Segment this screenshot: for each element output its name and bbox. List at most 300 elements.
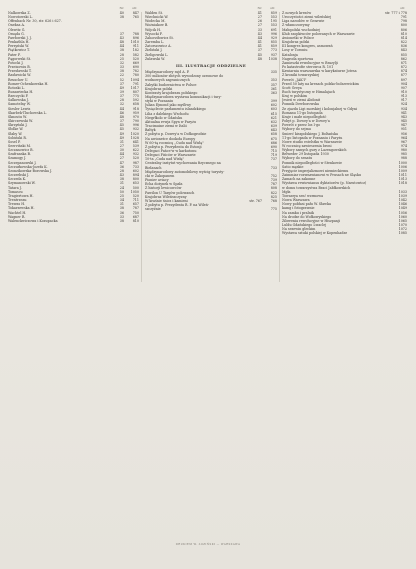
entry-title: Scott Greya: [282, 85, 302, 90]
entry-page-number: 582: [132, 52, 139, 57]
header-page-label: str.: [400, 6, 405, 10]
entry-page-number: 715: [270, 149, 277, 153]
entry-page-number: 836: [400, 44, 407, 49]
entry-page-number: 1042: [398, 198, 407, 203]
entry-page-number: 1006: [398, 164, 407, 169]
entry-title: Powrót z przez los I-go: [282, 123, 321, 128]
entry-page-number: 964: [400, 135, 407, 140]
entry-title: Satio męskie: [282, 164, 304, 169]
entry-title: Trewas H.: [8, 202, 26, 207]
entry-title: Pomnik niepodległości w Stenkowie: [282, 160, 342, 165]
entry-title: Tysiąclecie parlamentu islandzkiego: [145, 107, 206, 112]
entry-issue-number: 38: [119, 206, 124, 211]
entry-issue-number: 26: [257, 19, 262, 24]
entry-title: Słolke W.: [8, 127, 24, 132]
entry-issue-number: 32: [119, 102, 124, 107]
entry-title: Powrót „JAK'I": [282, 77, 307, 82]
column-divider: [279, 12, 280, 282]
entry-page-number: 847: [132, 11, 139, 15]
entry-title: cki w Zakopanem: [145, 173, 175, 178]
entry-page-number: 798: [400, 19, 407, 24]
entry-issue-number: 34: [119, 198, 124, 203]
entry-title: Zaremba L.: [145, 40, 165, 45]
entry-title: Uroczystości ziemi wileńskiej: [282, 15, 332, 20]
entry-issue-number: 45: [119, 127, 124, 132]
entry-page-number: 996: [132, 123, 139, 128]
entry-issue-number: 38: [119, 177, 124, 182]
entry-issue-number: 44: [119, 44, 124, 49]
entry-title: Klub szopkiwców polowanych w Warszawie: [282, 31, 355, 36]
entry-issue-number: 31: [119, 202, 124, 207]
entry-issue-number: 39: [119, 89, 124, 94]
entry-title: Z pobytu p. Pezrydenta do Estonji: [145, 144, 202, 149]
entry-page-number: 947: [400, 123, 407, 128]
entry-page-number: 1065: [398, 218, 407, 223]
entry-title: Pater F.: [8, 52, 21, 57]
entry-title: Zamieszki rewolucyjne w Brazylji: [282, 60, 338, 65]
entry-page-number: str. 777 i 778: [384, 11, 407, 15]
entry-issue-number: 43: [257, 31, 262, 36]
entry-title: 11-go listopada w Poznaniu i Paryżu: [282, 135, 343, 140]
entry-page-number: 335: [270, 70, 277, 75]
entry-page-number: 787: [132, 206, 139, 211]
entry-page-number: 859: [270, 44, 277, 49]
entry-title: Losy w Toroniu: [282, 48, 308, 53]
entry-title: Liga narodów w Genewie: [282, 19, 325, 24]
entry-page-number: 691: [270, 27, 277, 32]
entry-page-number: 790: [132, 119, 139, 124]
entry-title: Tracimuine ziemi w Italii: [145, 124, 187, 129]
entry-page-number: 780: [132, 73, 139, 78]
entry-title: Na drodze do Wołkowyskiego: [282, 214, 332, 219]
entries-list: [145, 70, 277, 211]
entry-page-number: 1094: [130, 77, 139, 82]
entry-title: Zieliński J.: [145, 48, 163, 53]
header-page-label: str.: [132, 6, 137, 10]
entry-title: Olewitz G.: [8, 27, 26, 32]
entry-page-number: 615: [270, 111, 277, 116]
entry-page-number: 1017: [130, 85, 139, 90]
entry-page-number: 985: [400, 152, 407, 157]
entry-title: Zabytki budownictwa w Polsce: [145, 82, 197, 87]
entry-page-number: 1018: [398, 181, 407, 186]
entry-title: Wybory samych gury z Lazengowskich: [282, 148, 347, 153]
entry-issue-number: 38: [119, 48, 124, 53]
entry-page-number: 182: [132, 48, 139, 53]
entry-issue-number: 36: [119, 164, 124, 169]
entry-page-number: 970: [132, 114, 139, 119]
entry-page-number: 862: [400, 56, 407, 61]
entry-title: Tomascu: [8, 189, 23, 194]
entry-issue-number: 27: [257, 15, 262, 20]
entry-page-number: 929: [270, 35, 277, 40]
entry-title: Tokarzewska H.: [8, 206, 35, 211]
entry-title: Z nowych kresów: [282, 11, 312, 15]
entry-page-number: 874: [400, 69, 407, 74]
entry-title: Nowotowski L.: [8, 15, 33, 20]
entry-title: w domu towarzystwa Braci Jabłkowskich: [282, 185, 351, 190]
entry-issue-number: 38: [119, 218, 124, 223]
entries-list: [145, 11, 277, 61]
entry-page-number: 956: [400, 131, 407, 136]
entry-page-number: 686: [270, 140, 277, 145]
entry-page-number: 951: [400, 127, 407, 132]
entry-page-number: 773: [270, 48, 277, 53]
entry-issue-number: 31: [119, 181, 124, 186]
entry-page-number: 872: [400, 65, 407, 70]
entry-title: Szczerbski J.: [8, 173, 30, 178]
entry-page-number: 913: [400, 94, 407, 99]
entry-issue-number: 48: [119, 40, 124, 45]
entry-issue-number: 37: [119, 94, 124, 99]
entry-page-number: 602: [132, 168, 139, 173]
entry-title: Na sezewin gleckim: [282, 227, 316, 232]
entry-title: Oneksa A.: [8, 23, 25, 28]
entry-page-number: 822: [400, 40, 407, 45]
entry-page-number: 907: [400, 85, 407, 90]
entry-page-number: 750: [132, 210, 139, 215]
entry-page-number: 520: [132, 156, 139, 161]
entry-page-number: 1028: [130, 135, 139, 140]
entry-title: III kongres kongres, asmowań: [282, 44, 333, 49]
entry-title: Międzynarodowy rajd A. P.: [145, 70, 190, 75]
index-entry: [282, 231, 407, 235]
entry-page-number: 669: [132, 60, 139, 65]
entry-page-number: 733: [132, 164, 139, 169]
entry-title: Wodecka M.: [145, 19, 166, 24]
entry-title: Pobyt p. Dowey'a w Dowey'a: [282, 119, 330, 124]
entry-page-number: 711: [132, 198, 139, 203]
entry-page-number: 791: [132, 81, 139, 86]
entry-issue-number: 49: [119, 85, 124, 90]
entry-title: Krajobraz polski: [282, 40, 310, 45]
entry-issue-number: 37: [257, 48, 262, 53]
index-column-middle: [145, 6, 277, 211]
entry-title: Romer-Ochenkowska H.: [8, 81, 49, 86]
entry-page-number: 1046: [398, 202, 407, 207]
entry-title: Jesień w ziemi Abdonit: [282, 98, 321, 103]
entry-page-number: 1049: [398, 206, 407, 211]
entry-page-number: 871: [400, 60, 407, 65]
entry-title: Szafranska B.: [8, 152, 32, 157]
entry-title: Z kroniki towarzyskiej: [282, 73, 320, 78]
entry-page-number: 592: [132, 98, 139, 103]
entry-title: Wystawa rewiowiansu dyktatorów (p. Narutowicz): [282, 181, 367, 186]
entry-title: Sosel P.: [8, 139, 21, 144]
entry-title: Żuławski W.: [145, 56, 165, 61]
entry-issue-number: 27: [119, 156, 124, 161]
entry-title: Z włamczowymy: [282, 23, 310, 28]
entry-issue-number: 38: [119, 15, 124, 20]
entry-issue-number: 45: [257, 52, 262, 57]
entry-title: Skrzyński J.: [8, 123, 28, 128]
entry-title: Siesler Lewis: [8, 106, 31, 111]
entry-title: Szczepanowski J.: [8, 160, 37, 165]
entry-issue-number: 28: [119, 52, 124, 57]
entry-page-number: 733: [270, 165, 277, 170]
entry-title: Wybory do senatu: [282, 156, 313, 161]
entry-title: Piątkowicz T.: [8, 48, 30, 53]
entry-title: Niegrłkolo w Gdańsku: [145, 115, 183, 120]
entry-title: Reuscher U.: [8, 77, 29, 82]
entry-page-number: 621: [270, 115, 277, 120]
entry-page-number: 974: [400, 144, 407, 148]
entry-issue-number: 37: [119, 31, 124, 36]
entry-page-number: 855: [270, 40, 277, 45]
entry-page-number: 904: [400, 81, 407, 86]
entries-list: [282, 11, 407, 235]
entry-title: Rotoski L.: [8, 85, 25, 90]
entry-page-number: 924: [400, 102, 407, 107]
entry-title: Pionier aviacy: [145, 178, 169, 183]
entry-page-number: 602: [270, 103, 277, 108]
entry-title: Sobiński R.: [8, 135, 27, 140]
entry-page-number: 810: [132, 218, 139, 223]
entry-page-number: 775: [132, 94, 139, 99]
entry-page-number: 894: [132, 173, 139, 178]
entry-page-number: 941: [400, 110, 407, 115]
entry-page-number: 399: [270, 99, 277, 104]
entry-title: Echa dożynek w Spała: [145, 182, 183, 187]
entry-page-number: 810: [400, 31, 407, 36]
entry-page-number: 1050: [130, 189, 139, 194]
entry-page-number: 361: [270, 86, 277, 91]
entry-issue-number: 28: [119, 98, 124, 103]
index-column-right: [282, 6, 407, 235]
entry-page-number: 918: [132, 106, 139, 111]
entry-title: Nagroda sportowa: [282, 56, 314, 61]
entry-page-number: 675: [270, 136, 277, 141]
entry-title: Międzynarodowy automobilowy wyścig turysty-: [145, 169, 225, 174]
entry-title: Przesławski T.: [8, 69, 32, 74]
entry-page-number: 1085: [398, 231, 407, 236]
entry-page-number: 959: [132, 110, 139, 115]
entry-title: Katalonja: [282, 52, 298, 57]
entry-title: Lublu Gdańskiego Lwaclej: [282, 222, 327, 227]
entry-page-number: 553: [270, 15, 277, 20]
entry-title: Nowe studio estelstku w Warszawie: [282, 139, 342, 144]
entry-title: Julian Ejmond jako myśliwy: [145, 103, 192, 108]
entry-page-number: 800: [400, 23, 407, 28]
entry-title: kamg i fotograwnie: [282, 206, 315, 211]
entry-page-number: 737: [270, 157, 277, 162]
entry-page-number: 653: [132, 181, 139, 186]
entry-title: Towarzya sen! wzrmowa: [282, 193, 324, 198]
entry-page-number: 765: [132, 15, 139, 20]
column-header: [282, 6, 407, 10]
entry-title: Bałtyk: [145, 128, 156, 133]
entry-title: Delegaci Pańce'w w karkutonu: [145, 149, 197, 153]
entry-issue-number: 38: [119, 69, 124, 74]
entry-title: Zamach na zakonne: [282, 177, 316, 182]
entry-title: Zieligowski L.: [145, 52, 169, 57]
section-title: III. ILUSTRACJE ODDZIELNE: [175, 62, 247, 68]
entry-page-number: 657: [132, 202, 139, 207]
entry-page-number: 788: [132, 31, 139, 36]
entry-title: Rzeczycki F.: [8, 94, 29, 99]
entry-issue-number: str. 767: [249, 198, 262, 203]
entry-issue-number: 33: [119, 214, 124, 219]
entry-title: Wachtel H.: [8, 210, 27, 215]
entry-page-number: 855: [400, 52, 407, 57]
entry-issue-number: 22: [119, 73, 124, 78]
entry-issue-number: 50: [119, 189, 124, 194]
entry-page-number: 775: [270, 207, 277, 212]
entry-title: Sknoutu W.: [8, 114, 27, 119]
entry-title: Przed 50 laty na kresach polsko-bolszewickim: [282, 81, 359, 86]
entry-title: Tragiertowa H.: [8, 193, 34, 198]
entry-page-number: 687: [132, 214, 139, 219]
entry-page-number: 353: [270, 78, 277, 83]
entry-page-number: 1056: [398, 210, 407, 215]
entry-title: Kawiarnia warszawska w karykaturze Jotesa: [282, 69, 357, 74]
entry-title: Z pobytu p. Prezydenta R. P. na Wileń-: [145, 203, 209, 208]
entry-page-number: 752: [270, 173, 277, 178]
entry-title: Awionetki w Polsce: [282, 35, 315, 40]
entry-issue-number: 41: [257, 44, 262, 49]
entry-page-number: 937: [270, 52, 277, 57]
entry-page-number: 1038: [268, 56, 277, 61]
entry-page-number: 782: [132, 69, 139, 74]
entry-title: Ossęda G.: [8, 31, 25, 36]
entry-page-number: 1000: [398, 160, 407, 165]
entry-title: Wagner R.: [8, 214, 26, 219]
entry-title: Po katastrofie sterowca R. 101: [282, 65, 334, 70]
entry-page-number: 690: [132, 65, 139, 70]
entry-title: Skarbek-Tluchowska L.: [8, 110, 47, 115]
column-header: [145, 6, 277, 10]
entry-title: Ruch turystyczny w Himalajach: [282, 89, 335, 94]
entry-title: Nalkowska Z.: [8, 11, 31, 15]
entry-title: Wiechnicki W.: [145, 15, 169, 20]
entry-page-number: 980: [400, 148, 407, 153]
entry-title: styki w Poznaniu: [145, 99, 174, 104]
entry-issue-number: 40: [119, 11, 124, 15]
entry-title: 10-ta „Cuda nad Wisłą": [145, 157, 185, 162]
entry-issue-number: 28: [119, 168, 124, 173]
entry-page-number: 1070: [398, 222, 407, 227]
entry-page-number: 1039: [398, 193, 407, 198]
entry-title: Seerviński M.: [8, 144, 31, 148]
header-number-label: Nr.: [257, 6, 263, 10]
entry-page-number: 603: [270, 107, 277, 112]
entry-issue-number: 32: [119, 60, 124, 65]
entry-title: Walden St.: [145, 11, 163, 15]
entry-page-number: 719: [270, 153, 277, 158]
entry-page-number: 739: [270, 178, 277, 183]
entry-title: Krajobraz polski: [145, 86, 173, 91]
entry-page-number: 643: [270, 128, 277, 133]
entry-page-number: 896: [132, 35, 139, 40]
entry-title: Nowy pobłasi pału W. Sławka: [282, 202, 331, 207]
entry-issue-number: 31: [119, 139, 124, 144]
entry-page-number: 357: [270, 82, 277, 87]
entry-page-number: 987: [132, 160, 139, 165]
entry-page-number: 641: [132, 139, 139, 144]
entry-title: Ze zjazdu Ligi morskiej i kolonjalnej w Gdyni: [282, 106, 358, 111]
entry-issue-number: 48: [119, 114, 124, 119]
entry-title: Tatara J.: [8, 185, 22, 190]
entry-title: W rocznicę zawieszenia broni: [282, 144, 332, 148]
entry-issue-number: 48: [257, 56, 262, 61]
entry-page-number: 520: [132, 193, 139, 198]
entry-title: Zaimmiar rozwnawianowi w Prusach ne Śląsku: [282, 173, 361, 178]
entry-title: Przyjęcie imperjalizmowi niemieckiemu: [282, 168, 349, 173]
entry-title: Szczanowicz B.: [8, 148, 34, 153]
entry-issue-number: 27: [257, 23, 262, 28]
entry-title: Lilia z dalekiego Wschodu: [145, 111, 189, 116]
entry-title: Wystawa sztuki polskiej w Kopenhadze: [282, 231, 348, 236]
entry-title: Zatorszowicz A.: [145, 44, 172, 49]
entry-title: Słaby W.: [8, 131, 23, 136]
entry-page-number: 658: [270, 132, 277, 137]
entry-title: Potocki J.: [8, 60, 24, 65]
entry-page-number: 822: [270, 190, 277, 195]
entry-page-number: 996: [270, 31, 277, 36]
entry-page-number: 632: [270, 119, 277, 124]
entry-page-number: 1020: [130, 131, 139, 136]
header-number-label: Nr.: [119, 6, 125, 10]
entry-page-number: 897: [400, 77, 407, 82]
entry-title: Trentrzeau: [8, 198, 27, 203]
entry-page-number: 932: [132, 152, 139, 157]
entry-title: Salkowska J.: [8, 98, 29, 103]
entry-page-number: 1011: [398, 173, 407, 178]
entry-title: Centralny instytut wychowania fizycznego na: [145, 161, 221, 166]
entry-page-number: 800: [132, 177, 139, 182]
entry-page-number: 943: [400, 114, 407, 119]
entry-title: Rasławicki W.: [8, 73, 31, 78]
entry-page-number: 787: [270, 182, 277, 187]
entry-title: Kraj w polskim: [282, 94, 307, 99]
entry-page-number: 806: [400, 27, 407, 32]
column-divider: [141, 12, 142, 282]
entry-page-number: 1072: [398, 227, 407, 232]
entry-issue-number: 41: [257, 40, 262, 45]
entry-page-number: 945: [400, 119, 407, 124]
entry-title: Belweder 29 listopada 1930: [282, 152, 329, 157]
entry-title: Pawłowski J. J.: [8, 35, 32, 40]
entry-title: Delegaci Fińców w Warszawie: [145, 153, 196, 158]
entry-title: Bielanach: [145, 165, 162, 170]
entry-issue-number: 44: [119, 152, 124, 157]
entry-page-number: 658: [132, 102, 139, 107]
entry-title: Perzyński W.: [8, 44, 29, 49]
entry-page-number: 553: [270, 23, 277, 28]
entry-title: Pomnik Dewborowska: [282, 102, 319, 107]
entry-title: Śmierć kiszpolskiego J. Boltańska: [282, 131, 339, 136]
index-column-left: [8, 6, 139, 223]
entry-page-number: 363: [270, 90, 277, 95]
entry-issue-number: 44: [257, 35, 262, 40]
entry-issue-number: 52: [119, 77, 124, 82]
entry-page-number: 843: [400, 48, 407, 53]
entry-title: Przeisowiu B.: [8, 65, 31, 70]
entry-issue-number: 43: [119, 35, 124, 40]
entry-issue-number: 30: [119, 148, 124, 153]
entry-title: Krajobraz Wileńszczyzny: [145, 194, 187, 199]
entry-page-number: 877: [400, 73, 407, 78]
entry-page-number: 911: [132, 44, 139, 49]
index-entry: [145, 207, 277, 211]
entry-title: Penkathla H.: [8, 40, 30, 45]
entry-title: Z pobytu p. Dowey'a w Dołkogrodzie: [145, 132, 207, 137]
entry-title: Wysocki F.: [145, 31, 163, 36]
entry-title: Międzynarodowa wystawa komunikacji i tury-: [145, 94, 222, 99]
entries-list: [8, 11, 139, 223]
entry-page-number: 768: [270, 198, 277, 203]
entry-page-number: 814: [400, 35, 407, 40]
